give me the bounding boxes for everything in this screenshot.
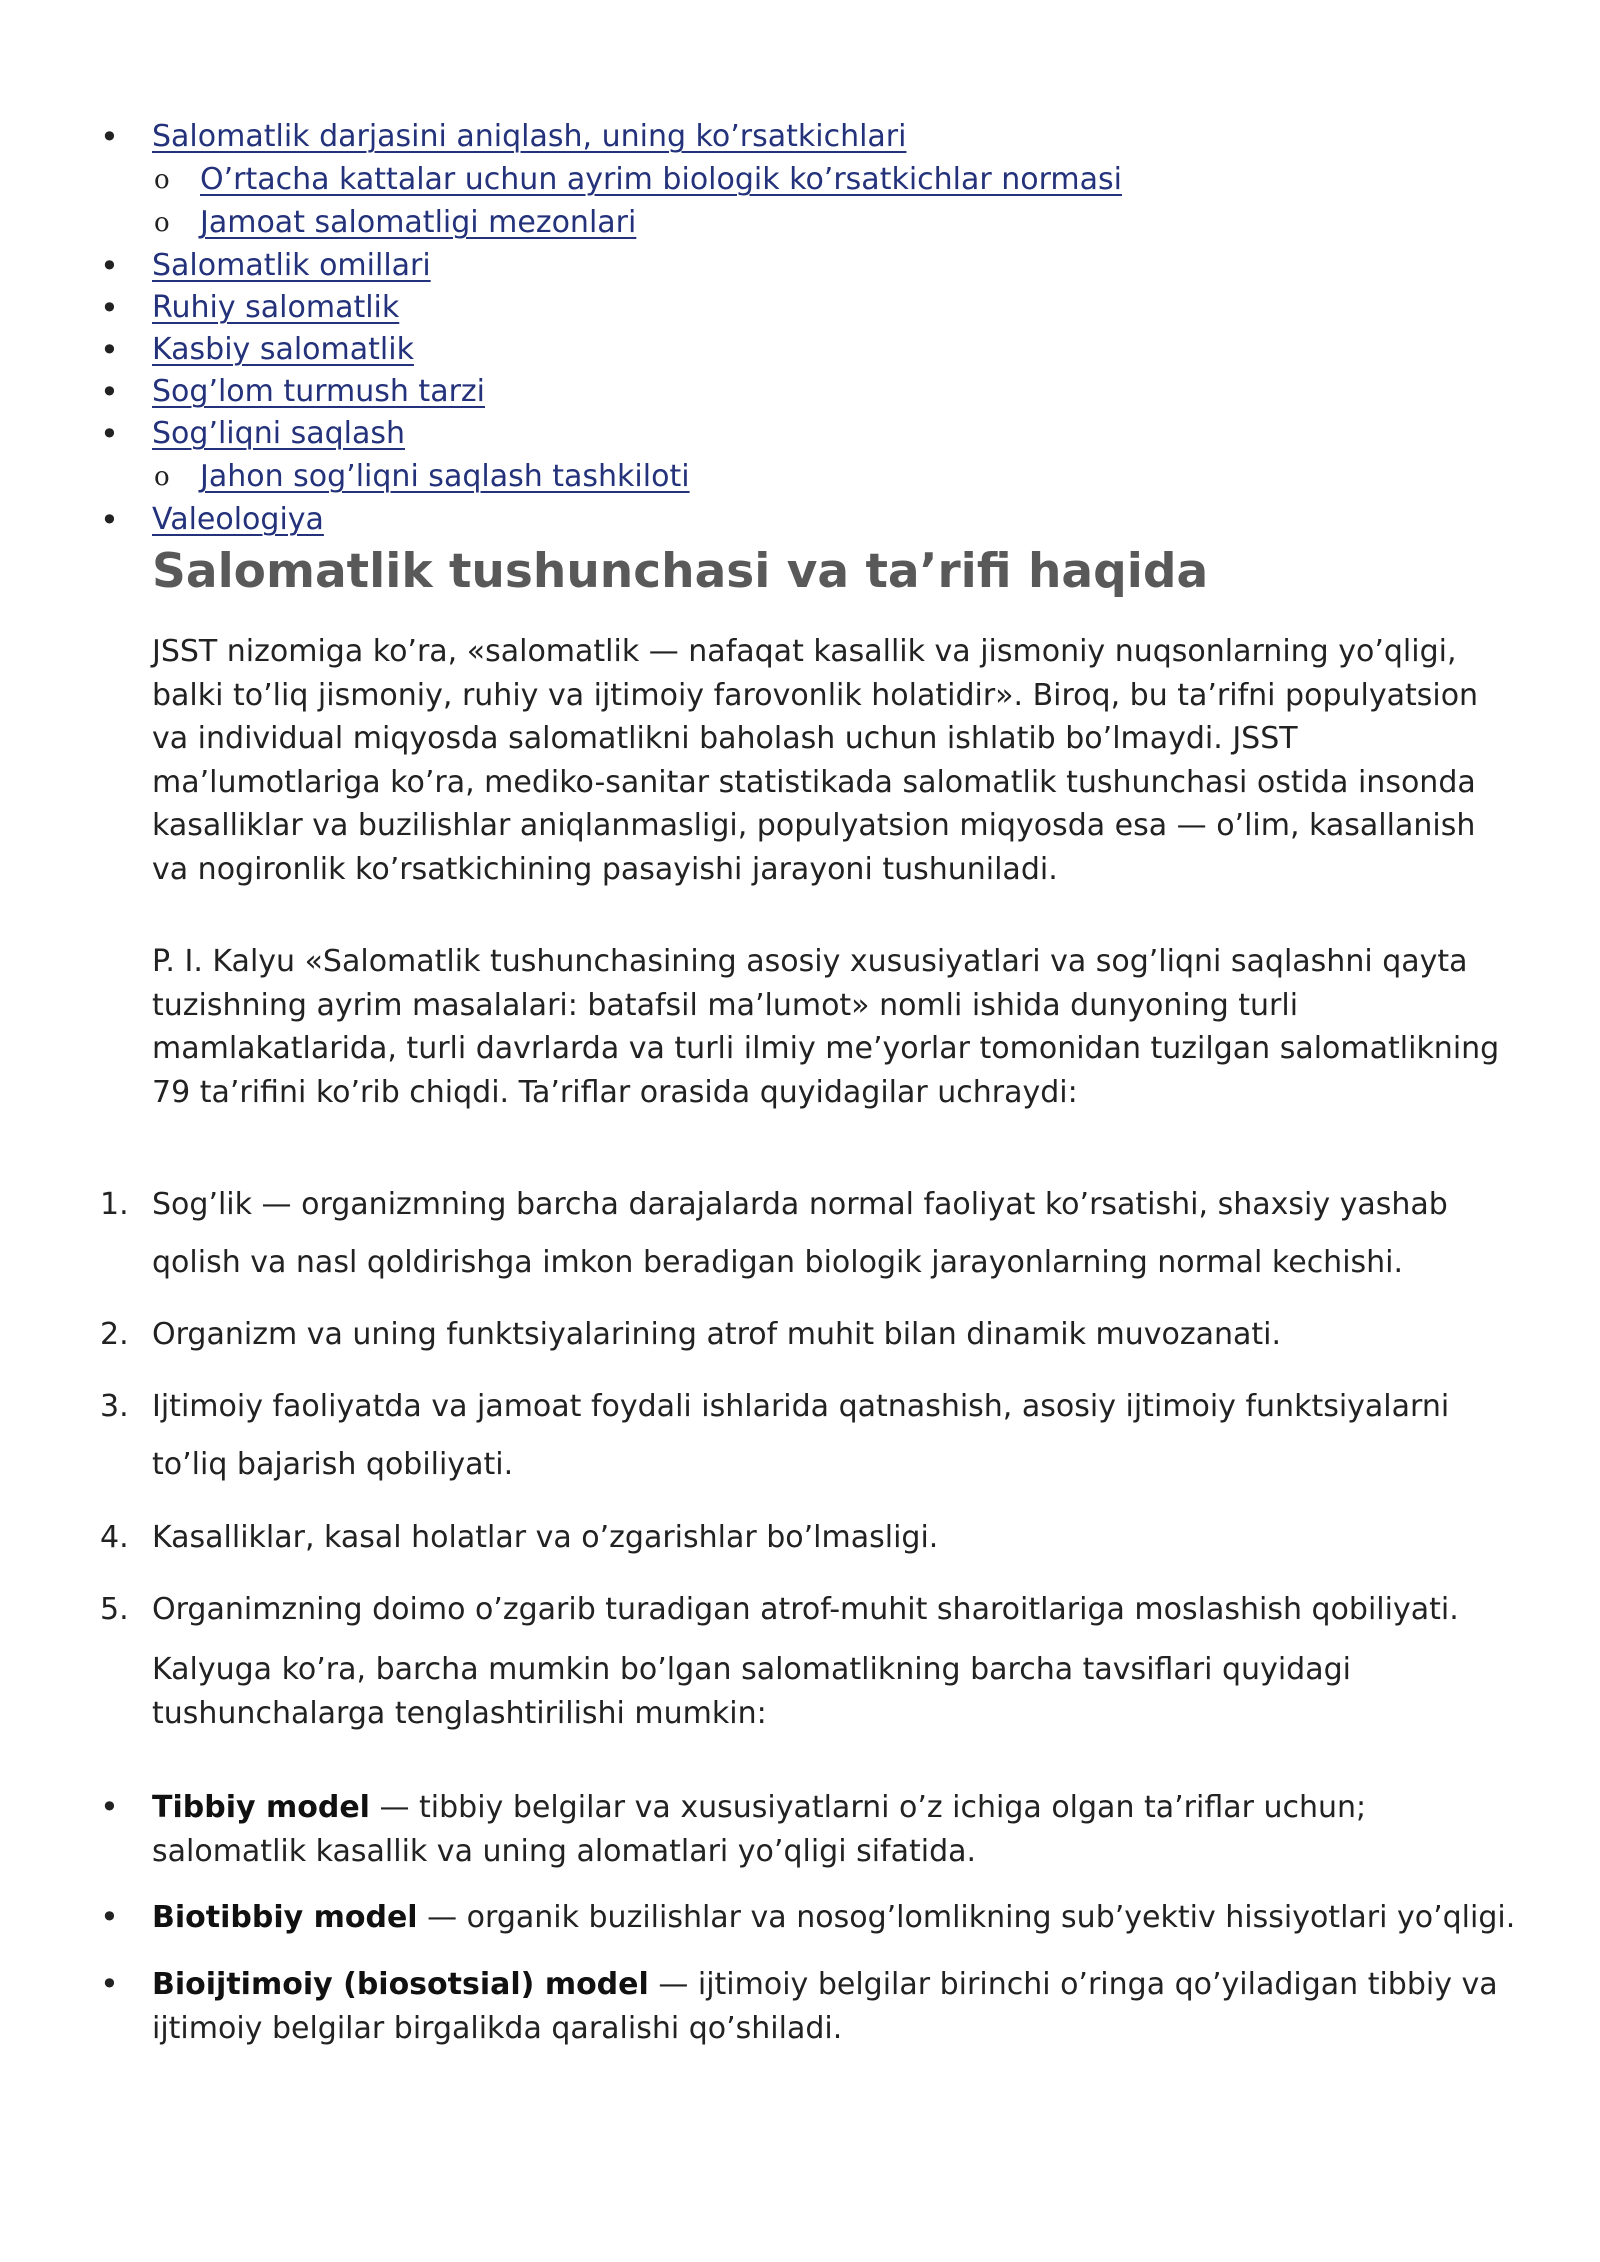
toc-link[interactable]: Valeologiya [152,502,324,537]
model-name: Tibbiy model [152,1790,370,1825]
models-intro: Kalyuga ko’ra, barcha mumkin bo’lgan salomatlikning barcha tavsiflari quyidagi tushunchalarga tenglashtirilishi mumkin: [152,1652,1351,1731]
toc-item [0,245,1600,287]
bullet-icon: • [100,247,119,285]
definition-item [100,1306,1520,1364]
toc-subitem [0,159,1600,201]
definition-item [100,1509,1520,1567]
bullet-icon: • [100,373,119,411]
definition-text: Organizm va uning funktsiyalarining atrof muhit bilan dinamik muvozanati. [152,1317,1282,1352]
list-number: 5. [100,1592,129,1627]
definition-text: Kasalliklar, kasal holatlar va o’zgarishlar bo’lmasligi. [152,1520,939,1555]
toc-item [0,413,1600,455]
toc-link[interactable]: Salomatlik omillari [152,248,431,283]
toc-item [0,287,1600,329]
definition-item [100,1581,1520,1639]
paragraph: JSST nizomiga ko’ra, «salomatlik — nafaqat kasallik va jismoniy nuqsonlarning yo’qligi, balki to’liq jismoniy, ruhiy va ijtimoiy farovonlik holatidir». Biroq, bu ta’rifni populyatsion va individual miqyosda salomatlikni baholash uchun ishlatib bo’lmaydi. JSST ma’lumotlariga ko’ra, mediko-sanitar statistikada salomatlik tushunchasi ostida insonda kasalliklar va buzilishlar aniqlanmasligi, populyatsion miqyosda esa — o’lim, kasallanish va nogironlik ko’rsatkichining pasayishi jarayoni tushuniladi. [152,634,1479,887]
bullet-icon: • [100,415,119,453]
toc-link[interactable]: Jamoat salomatligi mezonlari [200,205,637,240]
toc-link[interactable]: Sog’lom turmush tarzi [152,374,485,409]
bullet-icon: • [100,501,119,539]
model-name: Bioijtimoiy (biosotsial) model [152,1967,649,2002]
toc-link[interactable]: Kasbiy salomatlik [152,332,414,367]
toc-item [0,499,1600,541]
bullet-icon: • [100,118,119,156]
list-number: 4. [100,1520,129,1555]
toc-link[interactable]: Sog’liqni saqlash [152,416,405,451]
bullet-icon: • [100,1965,119,2003]
toc-item [0,116,1600,158]
list-number: 2. [100,1317,129,1352]
model-description: — tibbiy belgilar va xususiyatlarni o’z ichiga olgan ta’riflar uchun; salomatlik kasallik va uning alomatlari yo’qligi sifatida. [152,1790,1367,1869]
toc-link[interactable]: O’rtacha kattalar uchun ayrim biologik ko’rsatkichlar normasi [200,162,1123,197]
definition-item [100,1176,1520,1292]
bullet-icon: • [100,331,119,369]
model-item [100,1786,1520,1873]
model-description: — organik buzilishlar va nosog’lomlikning sub’yektiv hissiyotlari yo’qligi. [417,1900,1516,1935]
bullet-icon: • [100,1898,119,1936]
definition-text: Sog’lik — organizmning barcha darajalarda normal faoliyat ko’rsatishi, shaxsiy yashab qolish va nasl qoldirishga imkon beradigan biologik jarayonlarning normal kechishi. [152,1187,1448,1280]
model-item [100,1896,1520,1940]
paragraph: P. I. Kalyu «Salomatlik tushunchasining asosiy xususiyatlari va sog’liqni saqlashni qayta tuzishning ayrim masalalari: batafsil ma’lumot» nomli ishida dunyoning turli mamlakatlarida, turli davrlarda va turli ilmiy me’yorlar tomonidan tuzilgan salomatlikning 79 ta’rifini ko’rib chiqdi. Ta’riflar orasida quyidagilar uchraydi: [152,944,1500,1110]
model-item [100,1963,1520,2050]
model-description: — ijtimoiy belgilar birinchi o’ringa qo’yiladigan tibbiy va ijtimoiy belgilar birgalikda qaralishi qo’shiladi. [152,1967,1498,2046]
sub-bullet-icon: o [154,165,170,195]
list-number: 3. [100,1389,129,1424]
list-number: 1. [100,1187,129,1222]
toc-link[interactable]: Ruhiy salomatlik [152,290,400,325]
toc-item [0,371,1600,413]
section-heading: Salomatlik tushunchasi va ta’rifi haqida [152,544,1209,599]
sub-bullet-icon: o [154,462,170,492]
bullet-icon: • [100,1788,119,1826]
definition-text: Ijtimoiy faoliyatda va jamoat foydali ishlarida qatnashish, asosiy ijtimoiy funktsiyalarni to’liq bajarish qobiliyati. [152,1389,1450,1482]
toc-subitem [0,202,1600,244]
bullet-icon: • [100,289,119,327]
toc-link[interactable]: Jahon sog’liqni saqlash tashkiloti [200,459,690,494]
toc-link[interactable]: Salomatlik darjasini aniqlash, uning ko’rsatkichlari [152,119,907,154]
definition-item [100,1378,1520,1494]
sub-bullet-icon: o [154,208,170,238]
toc-subitem [0,456,1600,498]
toc-item [0,329,1600,371]
model-name: Biotibbiy model [152,1900,418,1935]
definition-text: Organimzning doimo o’zgarib turadigan atrof-muhit sharoitlariga moslashish qobiliyati. [152,1592,1459,1627]
